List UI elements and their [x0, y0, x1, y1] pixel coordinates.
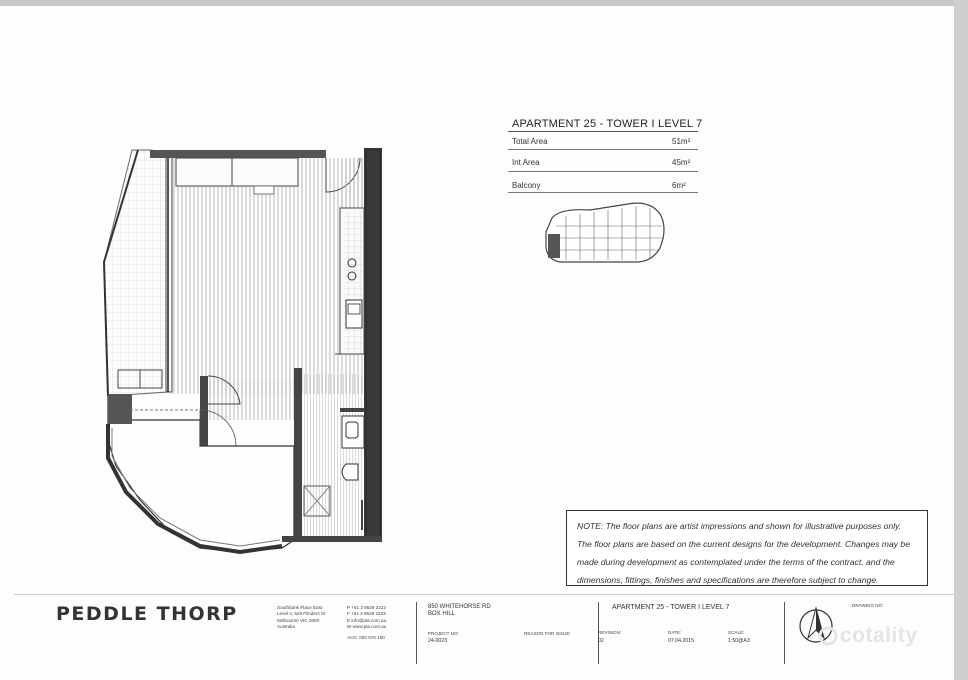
area-row-divider: [508, 171, 698, 172]
area-label: Balcony: [512, 181, 541, 190]
disclaimer-note: NOTE: The floor plans are artist impressions and shown for illustrative purposes only. The floor plans are based on the current designs for the development. Changes may be made during development as contemplated under the terms of the contract, and the dimensions, fittings, finishes and specifications are therefore subject to change.: [566, 510, 928, 586]
scale-value: 1:50@A3: [728, 638, 750, 644]
balcony-area: [104, 150, 168, 396]
kitchen-upper-cabinets: [344, 212, 364, 354]
architect-logo: PEDDLE THORP: [56, 603, 238, 625]
office-address-line: Australia: [277, 623, 295, 629]
office-address-line: Southbank Place East: [277, 605, 323, 610]
area-label: Total Area: [512, 137, 548, 146]
bathroom-floor: [302, 374, 364, 538]
scale-label: SCALE:: [728, 630, 745, 635]
revision-value: 02: [598, 638, 604, 644]
office-contact: [347, 605, 386, 630]
title-block-divider: [14, 594, 954, 595]
area-schedule-title: APARTMENT 25 - TOWER I LEVEL 7: [512, 118, 703, 130]
title-block-separator: [416, 602, 417, 664]
vanity: [342, 416, 364, 448]
lower-wall: [108, 394, 132, 424]
project-address-line-2: BOX HILL: [428, 611, 456, 617]
area-value: 51m²: [672, 137, 691, 146]
area-row-divider: [508, 192, 698, 193]
toilet: [342, 464, 358, 480]
office-address-line: Melbourne VIC 3000: [277, 617, 320, 623]
sheet-title: APARTMENT 25 - TOWER I LEVEL 7: [612, 604, 730, 611]
reason-for-issue-label: REASON FOR ISSUE:: [524, 631, 571, 636]
area-label: Int Area: [512, 158, 540, 167]
watermark-text: cotality: [840, 624, 918, 647]
office-acn: ACN. 000 570 150: [347, 635, 385, 640]
bathroom-wall: [294, 368, 302, 540]
office-contact-line: F +61 3 9529 2233: [347, 611, 386, 617]
office-contact-line: W www.pta.com.au: [347, 623, 387, 629]
area-schedule-rule: [508, 131, 698, 132]
top-wall: [150, 150, 326, 158]
date-value: 07.04.2015: [668, 638, 694, 644]
office-contact-line: P +61 3 9529 2222: [347, 605, 386, 610]
watermark-logo-icon: [818, 626, 838, 646]
study-floor: [208, 380, 296, 420]
office-contact-line: E info@pta.com.au: [347, 617, 387, 623]
glazing-line: [166, 152, 172, 392]
office-address: [277, 605, 325, 630]
internal-wall: [200, 376, 208, 446]
project-address-line-1: 850 WHITEHORSE RD: [428, 604, 491, 610]
wardrobe: [176, 158, 298, 186]
project-no-value: 24-0023: [428, 638, 448, 644]
title-block-separator: [784, 602, 785, 664]
office-address-line: Level 4, 525 Flinders St: [277, 611, 326, 617]
area-row-divider: [508, 149, 698, 150]
date-label: DATE:: [668, 630, 682, 635]
project-no-label: PROJECT NO:: [428, 631, 459, 636]
right-wall: [364, 148, 382, 540]
drawing-no-label: DRAWING NO:: [852, 603, 884, 608]
area-value: 6m²: [672, 181, 686, 190]
revision-label: REVISION:: [598, 630, 622, 635]
area-value: 45m²: [672, 158, 691, 167]
